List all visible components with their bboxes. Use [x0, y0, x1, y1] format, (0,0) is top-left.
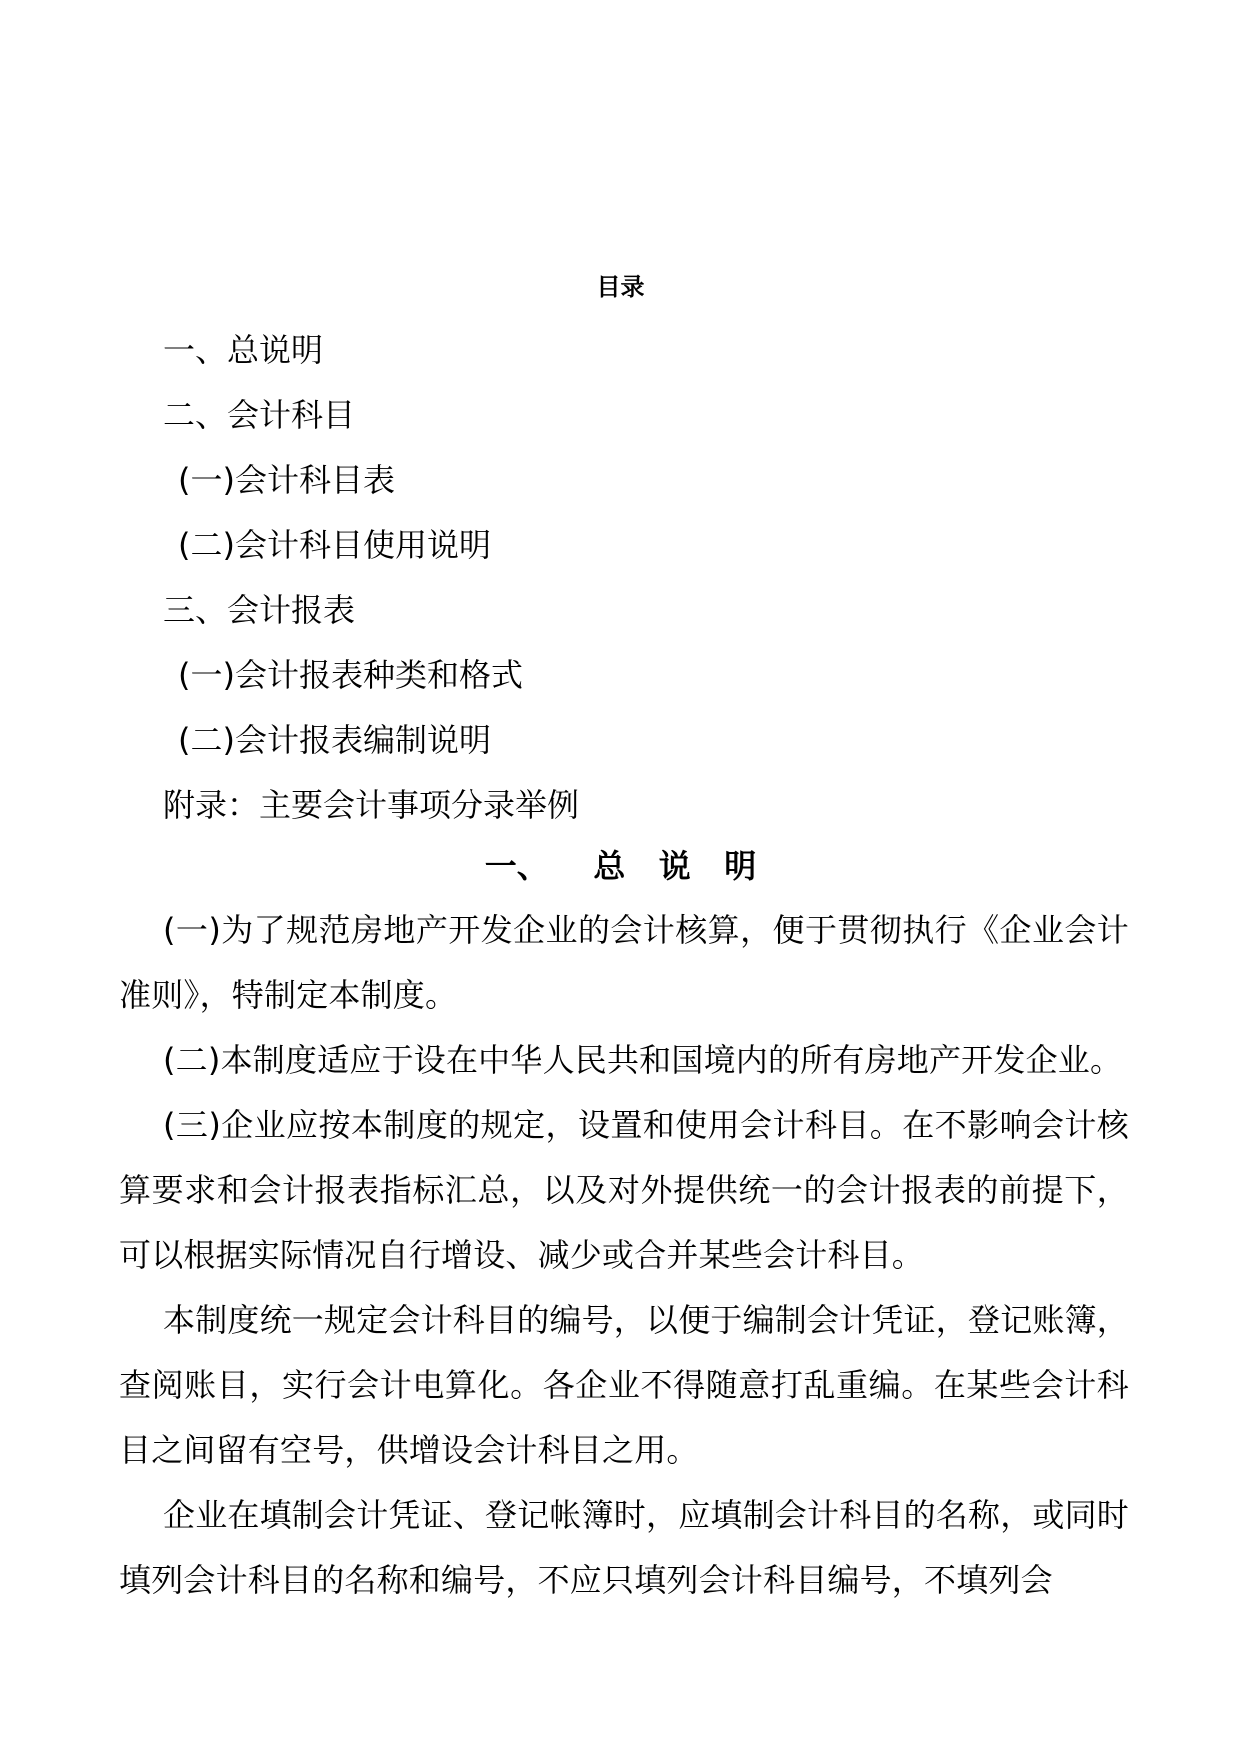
toc-item-appendix: 附录：主要会计事项分录举例	[163, 786, 580, 824]
body-text	[119, 898, 1129, 1613]
paragraph: 本制度统一规定会计科目的编号，以便于编制会计凭证，登记账簿，查阅账目，实行会计电算化。各企业不得随意打乱重编。在某些会计科目之间留有空号，供增设会计科目之用。	[119, 1301, 1130, 1469]
toc-item-statement-types: (一)会计报表种类和格式	[178, 656, 523, 694]
toc-item-general-description: 一、总说明	[163, 331, 324, 369]
toc-item-subject-usage: (二)会计科目使用说明	[178, 526, 491, 564]
toc-title: 目录	[596, 273, 645, 301]
paragraph: (二)本制度适应于设在中华人民共和国境内的所有房地产开发企业。	[163, 1041, 1123, 1079]
paragraph: (一)为了规范房地产开发企业的会计核算，便于贯彻执行《企业会计准则》，特制定本制度。	[119, 911, 1129, 1014]
toc-item-accounting-statements: 三、会计报表	[163, 591, 356, 629]
toc-item-accounting-subjects: 二、会计科目	[163, 396, 356, 434]
section-heading: 一、 总 说 明	[484, 847, 757, 885]
toc-item-statement-preparation: (二)会计报表编制说明	[178, 721, 491, 759]
paragraph: (三)企业应按本制度的规定，设置和使用会计科目。在不影响会计核算要求和会计报表指标汇总，以及对外提供统一的会计报表的前提下，可以根据实际情况自行增设、减少或合并某些会计科目。	[119, 1106, 1129, 1274]
paragraph: 企业在填制会计凭证、登记帐簿时，应填制会计科目的名称，或同时填列会计科目的名称和编号，不应只填列会计科目编号，不填列会	[119, 1496, 1130, 1599]
toc-item-subject-table: (一)会计科目表	[178, 461, 395, 499]
table-of-contents	[0, 318, 1241, 838]
